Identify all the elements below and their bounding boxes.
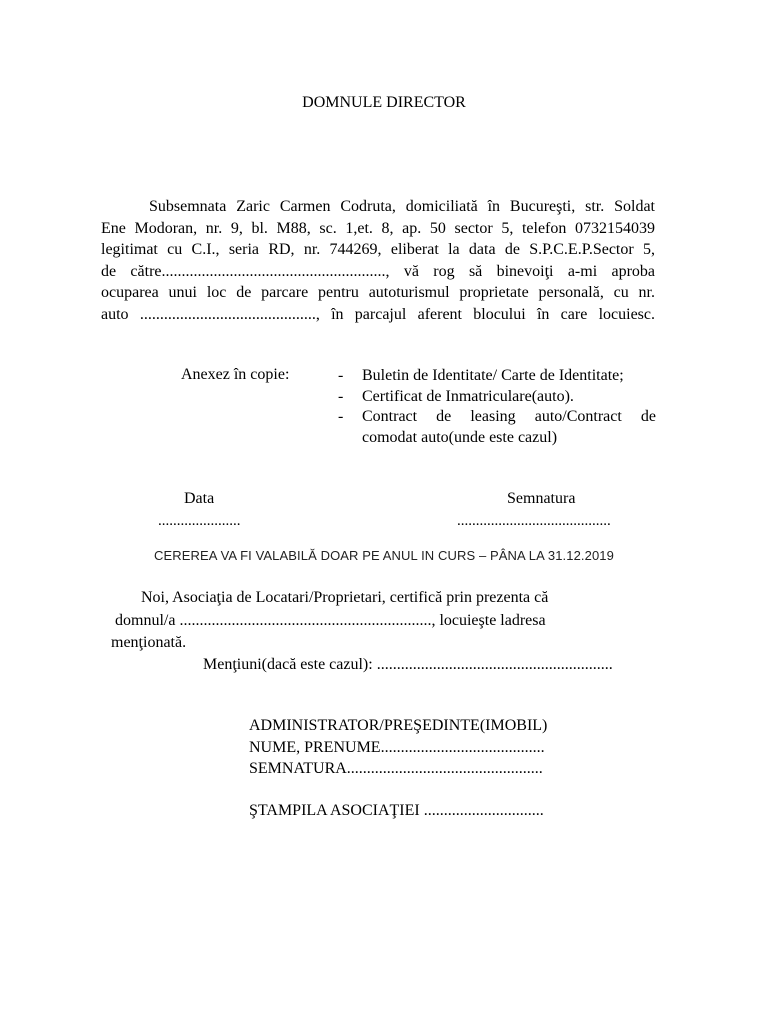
annex-item bbox=[338, 387, 656, 408]
certification-line-4: Menţiuni(dacă este cazul): ........................................................... bbox=[203, 656, 613, 673]
annex-item-text-line2: comodat auto(unde este cazul) bbox=[362, 428, 558, 446]
admin-role: ADMINISTRATOR/PREŞEDINTE(IMOBIL) bbox=[249, 717, 548, 734]
request-line-1: Subsemnata Zaric Carmen Codruta, domiciliată în Bucureşti, str. Soldat bbox=[149, 198, 655, 215]
annex-item-text-line1: Contract de leasing auto/Contract de bbox=[362, 408, 656, 425]
admin-name: NUME, PRENUME......................................... bbox=[249, 739, 545, 756]
request-line-3: legitimat cu C.I., seria RD, nr. 744269, eliberat la data de S.P.C.E.P.Sector 5, bbox=[101, 241, 655, 259]
list-dash: - bbox=[338, 367, 344, 384]
certification-line-2: domnul/a ..............................................................., locuieşte ladresa bbox=[115, 612, 546, 629]
request-line-2: Ene Modoran, nr. 9, bl. M88, sc. 1,et. 8, ap. 50 sector 5, telefon 0732154039 bbox=[101, 219, 655, 237]
annex-item-text: Buletin de Identitate/ Carte de Identitate; bbox=[362, 367, 624, 384]
annex-item bbox=[338, 366, 656, 387]
document-title: DOMNULE DIRECTOR bbox=[302, 94, 466, 111]
request-line-5: ocuparea unui loc de parcare pentru autoturismul proprietate personală, cu nr. bbox=[101, 284, 655, 302]
certification-line-1: Noi, Asociaţia de Locatari/Proprietari, certifică prin prezenta că bbox=[141, 589, 549, 606]
annex-item-text: Certificat de Inmatriculare(auto). bbox=[362, 387, 574, 405]
list-dash: - bbox=[338, 408, 344, 425]
date-dots: ...................... bbox=[158, 513, 241, 529]
date-label: Data bbox=[184, 490, 215, 507]
signature-label: Semnatura bbox=[507, 490, 576, 507]
association-stamp: ŞTAMPILA ASOCIAŢIEI .............................. bbox=[249, 802, 544, 819]
request-paragraph bbox=[101, 196, 655, 326]
certification-line-3: menţionată. bbox=[111, 634, 187, 651]
request-line-6: auto ............................................, în parcajul aferent blocului în care locuiesc. bbox=[101, 305, 655, 323]
signature-dots: ......................................... bbox=[457, 513, 611, 529]
annex-list bbox=[338, 366, 656, 448]
list-dash: - bbox=[338, 387, 344, 405]
admin-signature: SEMNATURA................................................. bbox=[249, 760, 543, 777]
annex-label: Anexez în copie: bbox=[181, 366, 290, 383]
annex-item bbox=[338, 407, 656, 448]
request-line-4: de către........................................................, vă rog să binevoiţi a-mi aproba bbox=[101, 262, 655, 280]
validity-notice: CEREREA VA FI VALABILĂ DOAR PE ANUL IN CURS – PÂNA LA 31.12.2019 bbox=[154, 548, 614, 563]
